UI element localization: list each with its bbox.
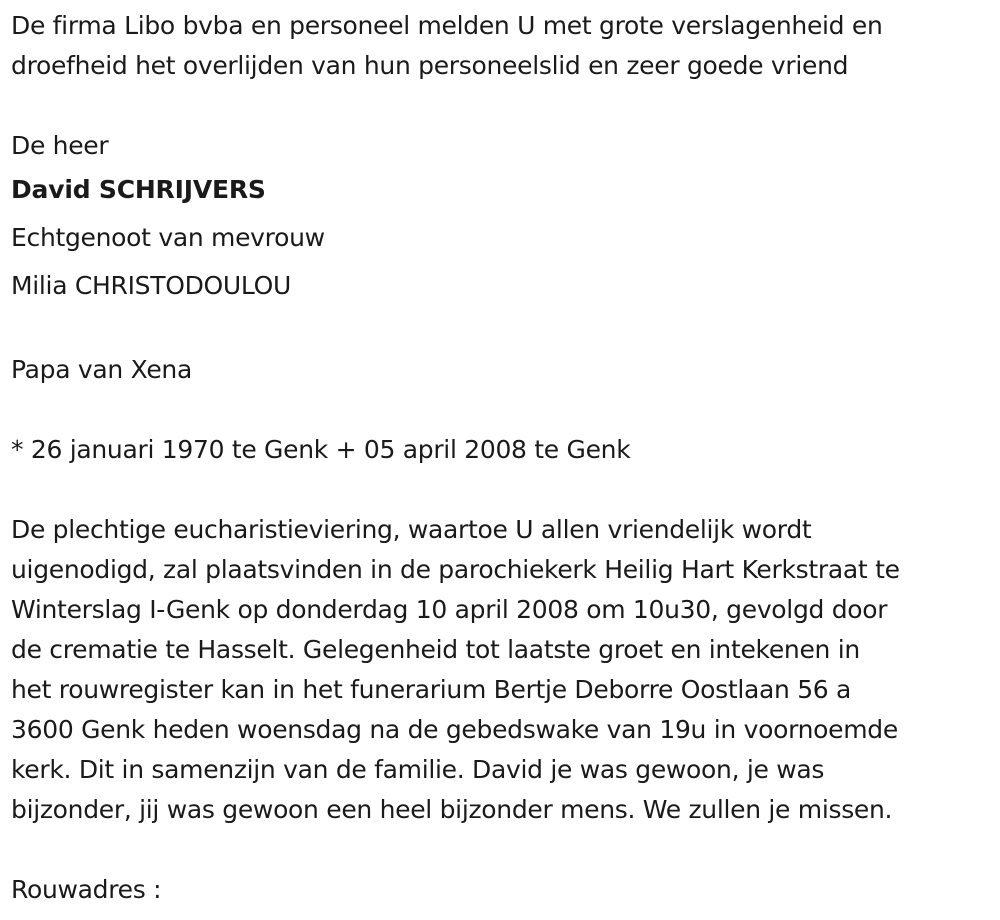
dates-line: * 26 januari 1970 te Genk + 05 april 2008 te Genk (11, 435, 631, 464)
spacer (11, 470, 990, 510)
spouse-line: Echtgenoot van mevrouw (11, 223, 325, 252)
ceremony-line: het rouwregister kan in het funerarium Bertje Deborre Oostlaan 56 a (11, 675, 852, 704)
spacer (11, 830, 990, 870)
deceased-name: David SCHRIJVERS (11, 175, 266, 204)
ceremony-line: bijzonder, jij was gewoon een heel bijzonder mens. We zullen je missen. (11, 795, 893, 824)
salutation: De heer (11, 131, 109, 160)
ceremony-line: de crematie te Hasselt. Gelegenheid tot laatste groet en intekenen in (11, 635, 860, 664)
ceremony-line: Winterslag I-Genk op donderdag 10 april 2008 om 10u30, gevolgd door (11, 595, 888, 624)
ceremony-line: uigenodigd, zal plaatsvinden in de parochiekerk Heilig Hart Kerkstraat te (11, 555, 900, 584)
ceremony-line: kerk. Dit in samenzijn van de familie. David je was gewoon, je was (11, 755, 825, 784)
spouse-name: Milia CHRISTODOULOU (11, 271, 292, 300)
spacer (11, 310, 990, 350)
ceremony-line: De plechtige eucharistieviering, waartoe U allen vriendelijk wordt (11, 515, 812, 544)
spacer (11, 86, 990, 126)
ceremony-line: 3600 Genk heden woensdag na de gebedswake van 19u in voornoemde (11, 715, 898, 744)
spacer (11, 390, 990, 430)
address-label: Rouwadres : (11, 875, 162, 904)
intro-line: droefheid het overlijden van hun personeelslid en zeer goede vriend (11, 51, 849, 80)
child-line: Papa van Xena (11, 355, 192, 384)
intro-line: De firma Libo bvba en personeel melden U met grote verslagenheid en (11, 11, 883, 40)
